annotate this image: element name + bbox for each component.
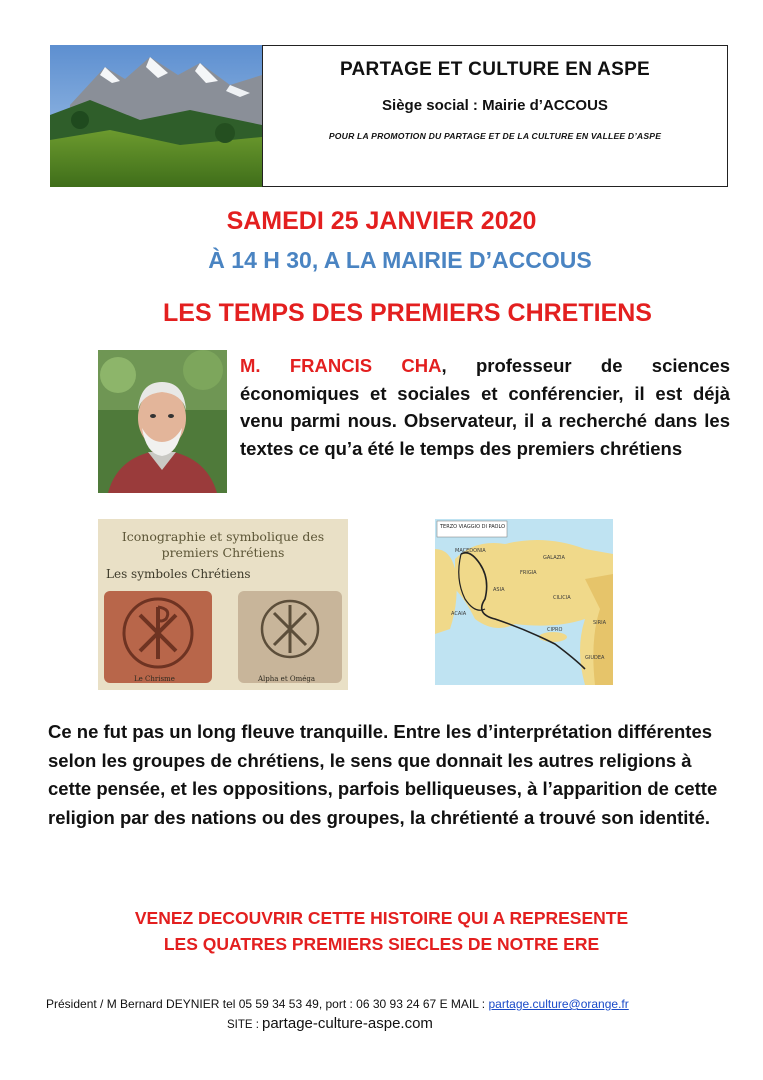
footer-site-value: partage-culture-aspe.com <box>262 1015 433 1032</box>
speaker-description: , professeur de sciences économiques et sociales et conférencier, il est déjà venu parmi nous. Observateur, il a recherché dans les textes ce qu’a été le temps des premiers chrétiens <box>240 355 730 459</box>
organization-purpose: POUR LA PROMOTION DU PARTAGE ET DE LA CULTURE EN VALLEE D’ASPE <box>328 131 662 141</box>
organization-seat: Siège social : Mairie d’ACCOUS <box>382 97 608 114</box>
map-legend-title: TERZO VIAGGIO DI PAOLO <box>440 524 506 530</box>
map-label-macedonia: MACEDONIA <box>455 548 486 554</box>
map-label-cilicia: CILICIA <box>553 595 571 601</box>
map-label-asia: ASIA <box>493 587 505 593</box>
paul-journey-map-graphic <box>435 519 613 685</box>
symbols-caption-right: Alpha et Oméga <box>258 675 316 683</box>
cta-line-1: VENEZ DECOUVRIR CETTE HISTOIRE QUI A REPRESENTE <box>134 908 629 928</box>
event-title: LES TEMPS DES PREMIERS CHRETIENS <box>163 299 652 327</box>
organization-title: PARTAGE ET CULTURE EN ASPE <box>339 59 651 80</box>
map-label-siria: SIRIA <box>593 620 607 626</box>
main-paragraph: Ce ne fut pas un long fleuve tranquille. Entre les d’interprétation différentes selon les groupes de chrétiens, le sens que donnait les autres religions à cette pensée, et les oppositions, parfois belliqueuses, à l’apparition de cette religion par des nations ou des groupes, la chrétienté a trouvé son identité. <box>48 721 718 828</box>
symbols-subtitle: Les symboles Chrétiens <box>106 567 251 581</box>
symbols-caption-left: Le Chrisme <box>134 675 175 683</box>
map-label-cipro: CIPRO <box>547 627 563 633</box>
call-to-action <box>0 905 763 957</box>
event-date: SAMEDI 25 JANVIER 2020 <box>226 207 537 235</box>
map-label-giudea: GIUDEA <box>585 655 605 661</box>
mountain-photo <box>50 45 262 187</box>
speaker-bio <box>240 352 730 462</box>
footer-contact <box>46 997 629 1011</box>
map-label-galazia: GALAZIA <box>543 555 565 561</box>
footer-contact-text: Président / M Bernard DEYNIER tel 05 59 34 53 49, port : 06 30 93 24 67 E MAIL : <box>46 997 489 1011</box>
map-label-frigia: FRIGIA <box>520 570 537 576</box>
symbols-title-line1: Iconographie et symbolique des <box>121 529 325 544</box>
speaker-photo <box>98 350 227 493</box>
paul-journey-map <box>435 519 613 685</box>
event-time-place: À 14 H 30, A LA MAIRIE D’ACCOUS <box>208 247 592 273</box>
christian-symbols-image <box>98 519 348 690</box>
speaker-portrait-image <box>98 350 227 493</box>
map-label-acaia: ACAIA <box>451 611 467 617</box>
speaker-name: M. FRANCIS CHA <box>240 355 442 376</box>
symbols-title-line2: premiers Chrétiens <box>161 545 285 560</box>
cta-line-2: LES QUATRES PREMIERS SIECLES DE NOTRE ERE <box>163 934 600 954</box>
organization-header <box>262 45 728 187</box>
christian-symbols-graphic <box>98 519 348 690</box>
footer-site-label: SITE : <box>227 1019 259 1031</box>
footer-email-link[interactable]: partage.culture@orange.fr <box>488 997 629 1011</box>
mountain-landscape-image <box>50 45 262 187</box>
